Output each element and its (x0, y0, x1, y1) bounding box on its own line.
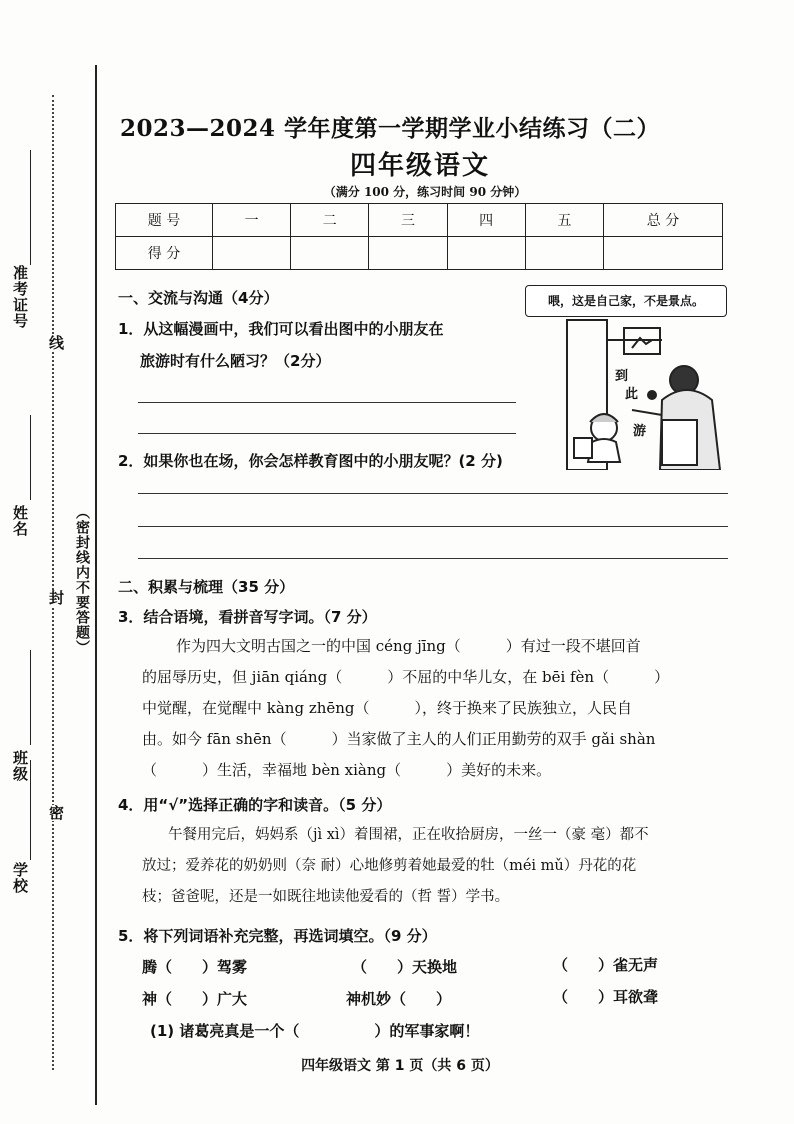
score-cell: 四 (447, 204, 525, 237)
subject-title: 四年级语文 (349, 151, 490, 181)
score-cell: 题 号 (116, 204, 213, 237)
exam-note: （满分 100 分，练习时间 90 分钟） (323, 185, 527, 199)
q5-word: （ ）耳欲聋 (553, 988, 659, 1006)
q1-answer-line[interactable] (138, 433, 516, 434)
q4-text: 4．用“√”选择正确的字和读音。（5 分） (118, 796, 392, 814)
page-footer: 四年级语文 第 1 页（共 6 页） (301, 1058, 499, 1074)
score-cell: 二 (291, 204, 369, 237)
q3-line: 作为四大文明古国之一的中国 céng jīng（ ）有过一段不堪回首 (176, 637, 641, 655)
q5-word: （ ）雀无声 (553, 956, 659, 974)
score-input-cell[interactable] (213, 237, 291, 270)
seal-note: （密封线内不要答题） (74, 505, 90, 655)
score-cell: 总 分 (604, 204, 723, 237)
score-input-cell[interactable] (369, 237, 447, 270)
exam-id-underline (30, 150, 31, 265)
q2-answer-line[interactable] (138, 493, 728, 494)
seal-char-line: 线 (47, 335, 65, 351)
q1-answer-line[interactable] (138, 402, 516, 403)
wall-graffiti-3: 游 (633, 424, 647, 439)
seal-char-secret: 密 (47, 805, 65, 821)
score-cell: 三 (369, 204, 447, 237)
q2-text: 2．如果你也在场，你会怎样教育图中的小朋友呢？(2 分) (118, 452, 503, 470)
q3-line: 的屈辱历史，但 jiān qiáng（ ）不屈的中华儿女，在 bēi fèn（ ） (142, 668, 670, 686)
q5-word: 神（ ）广大 (142, 990, 248, 1008)
exam-title: 2023—2024 学年度第一学期学业小结练习（二） (120, 115, 661, 142)
score-input-cell[interactable] (604, 237, 723, 270)
section2-heading: 二、积累与梳理（35 分） (118, 578, 295, 596)
wall-graffiti-2: 此 (625, 387, 639, 402)
q2-answer-line[interactable] (138, 526, 728, 527)
score-table (115, 203, 723, 270)
school-underline (30, 760, 31, 860)
q5-text: 5．将下列词语补充完整，再选词填空。（9 分） (118, 927, 437, 945)
section1-heading: 一、交流与沟通（4分） (118, 289, 279, 307)
class-label: 班级 (11, 750, 29, 782)
q5-word: 腾（ ）驾雾 (142, 958, 248, 976)
score-cell: 一 (213, 204, 291, 237)
score-input-cell[interactable] (291, 237, 369, 270)
name-underline (30, 415, 31, 500)
q1-line2: 旅游时有什么陋习？（2分） (140, 352, 331, 370)
score-cell: 得 分 (116, 237, 213, 270)
q4-line: 放过；爱养花的奶奶则（奈 耐）心地修剪着她最爱的牡（méi mǔ）丹花的花 (142, 858, 637, 874)
name-label: 姓名 (11, 505, 29, 537)
q5-sub-question: (1) 诸葛亮真是一个（ ）的军事家啊！ (150, 1022, 480, 1040)
q1-line1: 1．从这幅漫画中，我们可以看出图中的小朋友在 (118, 320, 444, 338)
score-input-cell[interactable] (525, 237, 603, 270)
q4-line: 午餐用完后，妈妈系（jì xì）着围裙，正在收拾厨房，一丝一（豪 毫）都不 (168, 827, 649, 843)
score-input-cell[interactable] (447, 237, 525, 270)
q5-word: （ ）天换地 (352, 958, 458, 976)
margin-rule (95, 65, 97, 1105)
q3-text: 3．结合语境，看拼音写字词。（7 分） (118, 608, 377, 626)
q4-line: 枝；爸爸呢，还是一如既往地读他爱看的（哲 誓）学书。 (142, 889, 510, 905)
wall-graffiti-1: 到 (615, 369, 629, 384)
q3-line: （ ）生活，幸福地 bèn xiàng（ ）美好的未来。 (142, 761, 552, 779)
score-table-score-row (116, 237, 723, 270)
q3-line: 中觉醒，在觉醒中 kàng zhēng（ ），终于换来了民族独立，人民自 (142, 699, 633, 717)
score-cell: 五 (525, 204, 603, 237)
school-label: 学校 (11, 862, 29, 894)
speech-bubble: 喂，这是自己家，不是景点。 (525, 285, 727, 317)
score-table-header-row (116, 204, 723, 237)
q3-line: 由。如今 fān shēn（ ）当家做了主人的人们正用勤劳的双手 gǎi shàn (142, 730, 656, 748)
seal-char-seal: 封 (47, 590, 65, 606)
class-underline (30, 650, 31, 745)
seal-dotted-line (52, 95, 54, 1070)
q5-word: 神机妙（ ） (346, 990, 452, 1008)
exam-id-label: 准考证号 (11, 265, 29, 329)
q2-answer-line[interactable] (138, 558, 728, 559)
